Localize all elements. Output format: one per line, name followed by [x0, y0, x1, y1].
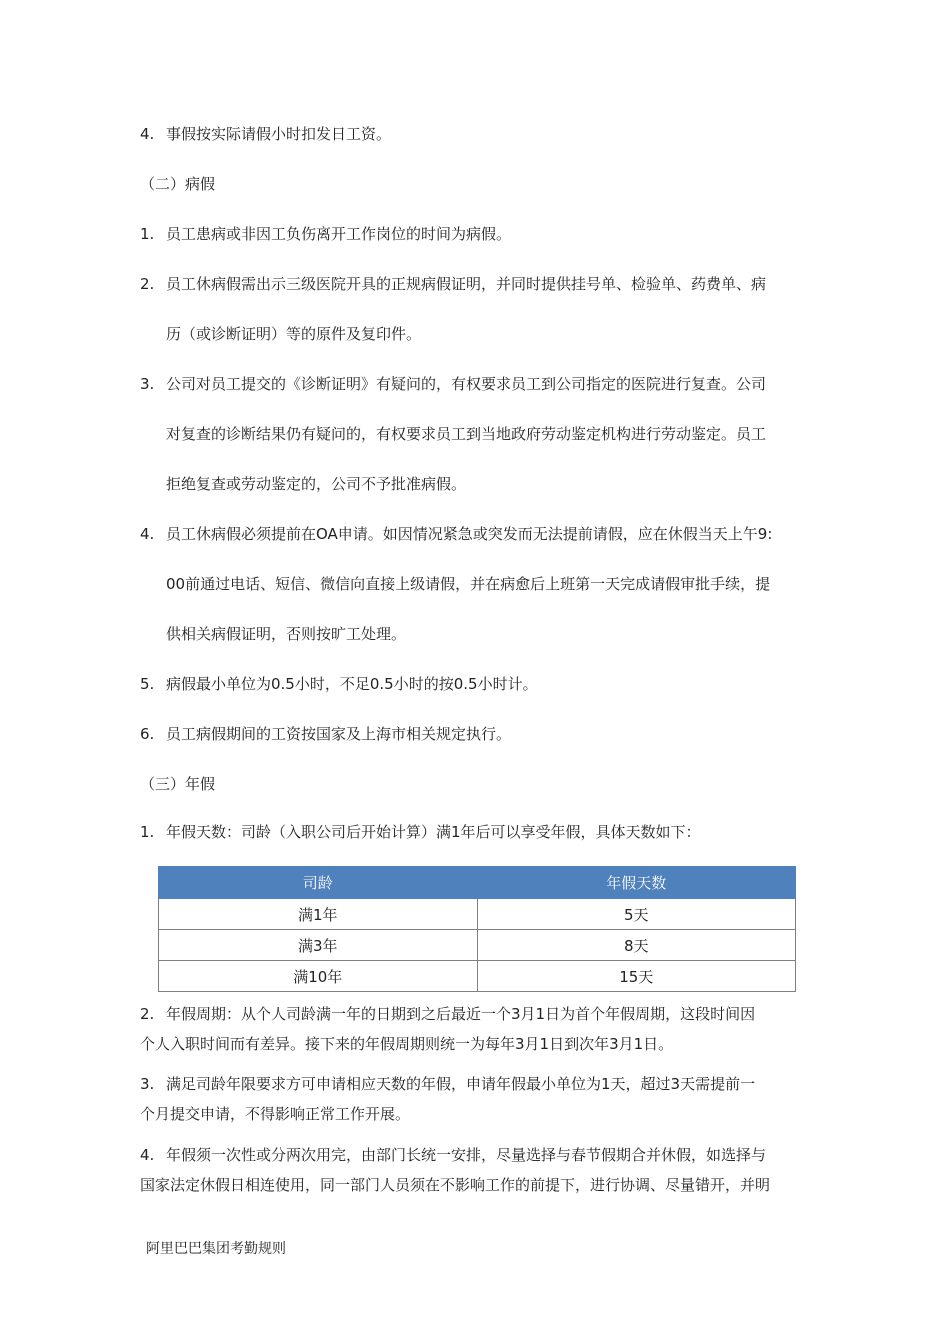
- paragraph-text: 年假须一次性或分两次用完，由部门长统一安排，尽量选择与春节假期合并休假，如选择与: [166, 1146, 767, 1164]
- list-number: 2.: [140, 1005, 155, 1023]
- cell-days: 15天: [477, 961, 796, 992]
- paragraph-text: 国家法定休假日相连使用，同一部门人员须在不影响工作的前提下，进行协调、尽量错开，并明: [140, 1176, 771, 1194]
- list-number: 3.: [140, 375, 155, 393]
- cell-days: 5天: [477, 899, 796, 930]
- section-heading: （二）病假: [140, 175, 216, 193]
- paragraph-text: 00前通过电话、短信、微信向直接上级请假，并在病愈后上班第一天完成请假审批手续，提: [166, 575, 771, 593]
- section-heading: （三）年假: [140, 775, 216, 793]
- list-number: 3.: [140, 1075, 155, 1093]
- list-number: 2.: [140, 275, 155, 293]
- paragraph-text: 对复查的诊断结果仍有疑问的，有权要求员工到当地政府劳动鉴定机构进行劳动鉴定。员工: [166, 425, 767, 443]
- table-row: [159, 961, 796, 992]
- list-number: 4.: [140, 1146, 155, 1164]
- list-number: 1.: [140, 823, 155, 841]
- paragraph-text: 个月提交申请，不得影响正常工作开展。: [140, 1105, 411, 1123]
- footer-title: 阿里巴巴集团考勤规则: [146, 1241, 286, 1257]
- paragraph-text: 年假天数：司龄（入职公司后开始计算）满1年后可以享受年假，具体天数如下：: [166, 823, 701, 841]
- cell-seniority: 满3年: [159, 930, 478, 961]
- list-number: 6.: [140, 725, 155, 743]
- cell-seniority: 满1年: [159, 899, 478, 930]
- list-number: 4.: [140, 125, 155, 143]
- paragraph-text: 个人入职时间而有差异。接下来的年假周期则统一为每年3月1日到次年3月1日。: [140, 1035, 674, 1053]
- paragraph-text: 满足司龄年限要求方可申请相应天数的年假，申请年假最小单位为1天，超过3天需提前一: [166, 1075, 756, 1093]
- paragraph-text: 年假周期：从个人司龄满一年的日期到之后最近一个3月1日为首个年假周期，这段时间因: [166, 1005, 756, 1023]
- paragraph-text: 历（或诊断证明）等的原件及复印件。: [166, 325, 422, 343]
- list-number: 4.: [140, 525, 155, 543]
- paragraph-text: 员工休病假需出示三级医院开具的正规病假证明，并同时提供挂号单、检验单、药费单、病: [166, 275, 767, 293]
- header-leave-days: 年假天数: [477, 867, 796, 899]
- cell-seniority: 满10年: [159, 961, 478, 992]
- paragraph-text: 拒绝复查或劳动鉴定的，公司不予批准病假。: [166, 475, 467, 493]
- paragraph-text: 员工患病或非因工负伤离开工作岗位的时间为病假。: [166, 225, 512, 243]
- paragraph-text: 公司对员工提交的《诊断证明》有疑问的，有权要求员工到公司指定的医院进行复查。公司: [166, 375, 767, 393]
- header-seniority: 司龄: [159, 867, 478, 899]
- paragraph-text: 供相关病假证明，否则按旷工处理。: [166, 625, 407, 643]
- table-header-row: [159, 867, 796, 899]
- cell-days: 8天: [477, 930, 796, 961]
- list-number: 1.: [140, 225, 155, 243]
- paragraph-text: 员工休病假必须提前在OA申请。如因情况紧急或突发而无法提前请假，应在休假当天上午9:: [166, 525, 773, 543]
- paragraph-text: 员工病假期间的工资按国家及上海市相关规定执行。: [166, 725, 512, 743]
- table-row: [159, 899, 796, 930]
- paragraph-text: 事假按实际请假小时扣发日工资。: [166, 125, 392, 143]
- list-number: 5.: [140, 675, 155, 693]
- paragraph-text: 病假最小单位为0.5小时，不足0.5小时的按0.5小时计。: [166, 675, 538, 693]
- annual-leave-table: [158, 866, 796, 992]
- table-row: [159, 930, 796, 961]
